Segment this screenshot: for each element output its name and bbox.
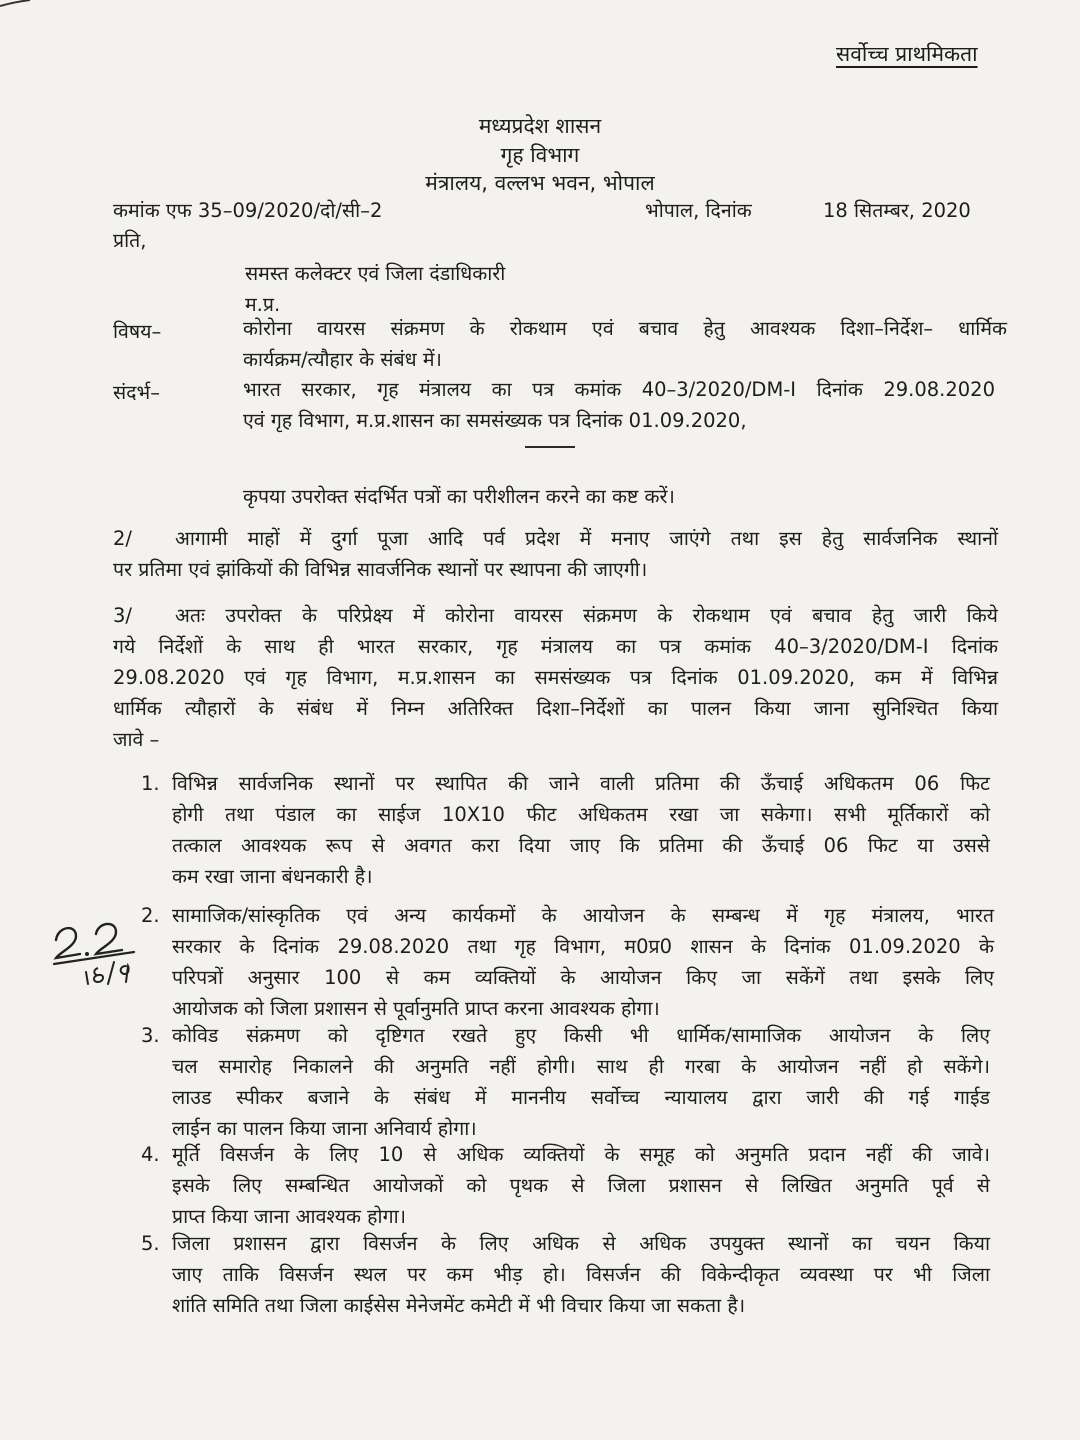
item-line: होगी तथा पंडाल का साईज 10X10 फीट अधिकतम रखा जा सकेगा। सभी मूर्तिकारों को (172, 803, 990, 826)
item-line: तत्काल आवश्यक रूप से अवगत करा दिया जाए कि प्रतिमा की ऊँचाई 06 फिट या उससे (172, 834, 990, 857)
item-line: इसके लिए सम्बन्धित आयोजकों को पृथक से जिला प्रशासन से लिखित अनुमति पूर्व से (172, 1174, 990, 1197)
header-address: मंत्रालय, वल्लभ भवन, भोपाल (425, 171, 655, 195)
para2-line: पर प्रतिमा एवं झांकियों की विभिन्न सावर्जनिक स्थानों पर स्थापना की जाएगी। (113, 558, 648, 581)
para2-number: 2/ (113, 527, 132, 550)
item-line: लाईन का पालन किया जाना अनिवार्य होगा। (172, 1117, 477, 1140)
subject-line: कोरोना वायरस संक्रमण के रोकथाम एवं बचाव हेतु आवश्यक दिशा–निर्देश– धार्मिक (243, 317, 1007, 340)
para3-line: धार्मिक त्यौहारों के संबंध में निम्न अतिरिक्त दिशा–निर्देशों का पालन किया जाना सुनिश्चित किया (113, 697, 998, 720)
item-line: परिपत्रों अनुसार 100 से कम व्यक्तियों के आयोजन किए जा सकेंगें तथा इसके लिए (172, 966, 994, 989)
para3-line: जावे – (113, 728, 160, 751)
item-line: प्राप्त किया जाना आवश्यक होगा। (172, 1205, 407, 1228)
addressee-line: समस्त कलेक्टर एवं जिला दंडाधिकारी (245, 262, 506, 285)
item-line: कम रखा जाना बंधनकारी है। (172, 865, 373, 888)
item-line: सामाजिक/सांस्कृतिक एवं अन्य कार्यकमों के आयोजन के सम्बन्ध में गृह मंत्रालय, भारत (172, 904, 994, 927)
list-item (172, 1139, 990, 1232)
reference-line: भारत सरकार, गृह मंत्रालय का पत्र कमांक 40–3/2020/DM-I दिनांक 29.08.2020 (243, 378, 995, 401)
item-number: 3. (141, 1024, 160, 1047)
reference-line: एवं गृह विभाग, म.प्र.शासन का समसंख्यक पत्र दिनांक 01.09.2020, (243, 409, 747, 432)
list-item (172, 1020, 990, 1144)
item-line: विभिन्न सार्वजनिक स्थानों पर स्थापित की जाने वाली प्रतिमा की ऊँचाई अधिकतम 06 फिट (172, 772, 990, 795)
item-number: 2. (141, 904, 160, 927)
para3-text (113, 600, 998, 755)
para3-line: अतः उपरोक्त के परिप्रेक्ष्य में कोरोना वायरस संक्रमण के रोकथाम एवं बचाव हेतु जारी किये (175, 604, 998, 627)
item-line: जिला प्रशासन द्वारा विसर्जन के लिए अधिक से अधिक उपयुक्त स्थानों का चयन किया (172, 1232, 990, 1255)
reference-label: संदर्भ– (113, 381, 160, 404)
intro-text: कृपया उपरोक्त संदर्भित पत्रों का परीशीलन करने का कष्ट करें। (243, 485, 675, 508)
reference-text (243, 374, 995, 436)
handwritten-initials (50, 918, 160, 988)
item-number: 5. (141, 1232, 160, 1255)
reference-number: कमांक एफ 35–09/2020/दो/सी–2 (113, 199, 383, 222)
item-line: जाए ताकि विसर्जन स्थल पर कम भीड़ हो। विसर्जन की विकेन्दीकृत व्यवस्था पर भी जिला (172, 1263, 990, 1286)
list-item (172, 768, 990, 892)
item-line: शांति समिति तथा जिला काईसेस मेनेजमेंट कमेटी में भी विचार किया जा सकता है। (172, 1294, 746, 1317)
subject-text (243, 313, 1007, 375)
date-value: 18 सितम्बर, 2020 (823, 199, 971, 222)
subject-line: कार्यक्रम/त्यौहार के संबंध में। (243, 348, 442, 371)
item-line: चल समारोह निकालने की अनुमति नहीं होगी। साथ ही गरबा के आयोजन नहीं हो सकेंगे। (172, 1055, 990, 1078)
list-item (172, 1228, 990, 1321)
addressee-state: म.प्र. (245, 293, 281, 316)
scan-edge-mark (0, 0, 36, 10)
header-department: गृह विभाग (500, 143, 580, 167)
para2-line: आगामी माहों में दुर्गा पूजा आदि पर्व प्रदेश में मनाए जाएंगे तथा इस हेतु सार्वजनिक स्थानों (175, 527, 998, 550)
item-number: 1. (141, 772, 160, 795)
date-label: भोपाल, दिनांक (645, 199, 752, 222)
list-item (172, 900, 994, 1024)
para3-line: 29.08.2020 एवं गृह विभाग, म.प्र.शासन का समसंख्यक पत्र दिनांक 01.09.2020, कम में विभिन्न (113, 666, 998, 689)
item-number: 4. (141, 1143, 160, 1166)
item-line: सरकार के दिनांक 29.08.2020 तथा गृह विभाग, म0प्र0 शासन के दिनांक 01.09.2020 के (172, 935, 994, 958)
subject-label: विषय– (113, 320, 162, 343)
para3-number: 3/ (113, 604, 132, 627)
priority-label: सर्वोच्च प्राथमिकता (836, 42, 978, 66)
para2-text (113, 523, 998, 585)
item-line: मूर्ति विसर्जन के लिए 10 से अधिक व्यक्तियों के समूह को अनुमति प्रदान नहीं की जावे। (172, 1143, 990, 1166)
separator-rule (525, 446, 575, 448)
item-line: आयोजक को जिला प्रशासन से पूर्वानुमति प्राप्त करना आवश्यक होगा। (172, 997, 660, 1020)
item-line: लाउड स्पीकर बजाने के संबंध में माननीय सर्वोच्च न्यायालय द्वारा जारी की गई गाईड (172, 1086, 990, 1109)
header-government: मध्यप्रदेश शासन (478, 114, 602, 138)
to-label: प्रति, (113, 229, 147, 252)
para3-line: गये निर्देशों के साथ ही भारत सरकार, गृह मंत्रालय का पत्र कमांक 40–3/2020/DM-I दिनांक (113, 635, 998, 658)
item-line: कोविड संक्रमण को दृष्टिगत रखते हुए किसी भी धार्मिक/सामाजिक आयोजन के लिए (172, 1024, 990, 1047)
